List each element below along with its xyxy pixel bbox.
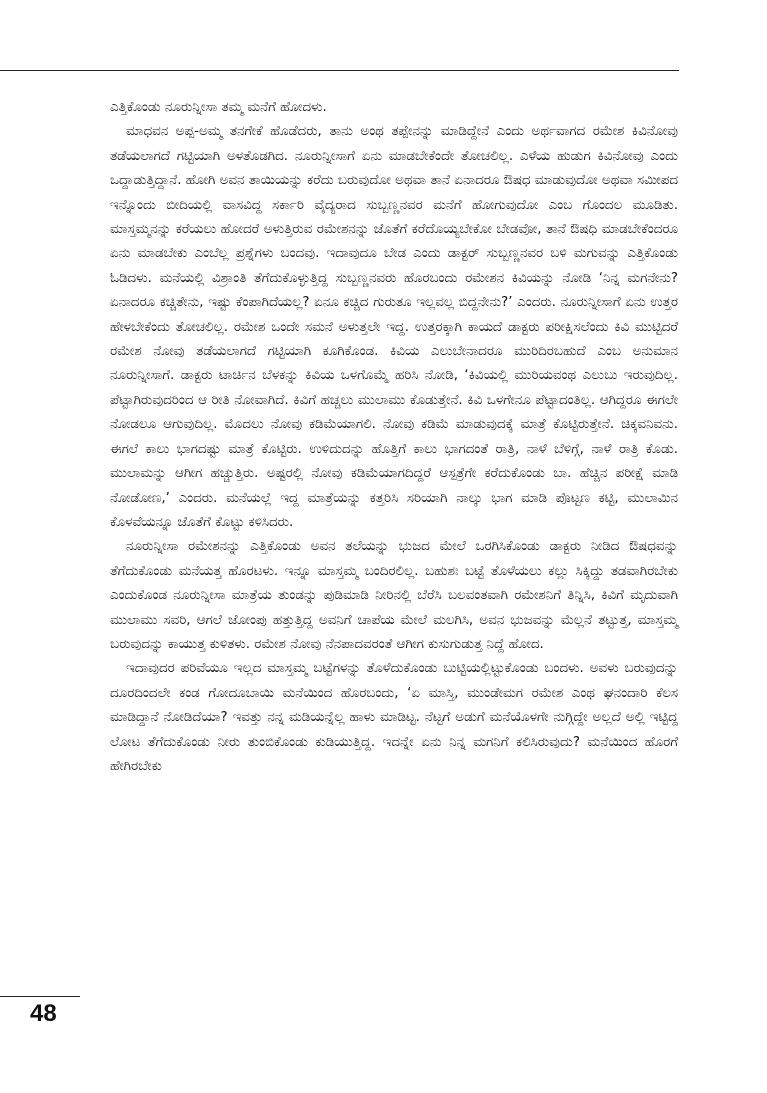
paragraph-1: ಎತ್ತಿಕೊಂಡು ನೂರುನ್ನೀಸಾ ತಮ್ಮ ಮನೆಗೆ ಹೋದಳು.	[110, 100, 327, 115]
paragraph-2: ಮಾಧವನ ಅಪ್ಪ-ಅಮ್ಮ ತನಗೇಕೆ ಹೊಡೆದರು, ತಾನು ಅಂಥ ತಪ್ಪೇನನ್ನು ಮಾಡಿದ್ದೇನೆ ಎಂದು ಅರ್ಥವಾಗದ ರಮೇಶ ಕಿವಿನೋವು ತಡೆಯಲಾಗದೆ ಗಟ್ಟಿಯಾಗಿ ಅಳತೊಡಗಿದ. ನೂರುನ್ನೀಸಾಗೆ ಏನು ಮಾಡಬೇಕೆಂದೇ ತೋಚಲಿಲ್ಲ. ಎಳೆಯ ಹುಡುಗ ಕಿವಿನೋವು ಎಂದು ಒದ್ದಾಡುತ್ತಿದ್ದಾನೆ. ಹೋಗಿ ಅವನ ತಾಯಿಯನ್ನು ಕರೆದು ಬರುವುದೋ ಅಥವಾ ತಾನೆ ಏನಾದರೂ ಔಷಧ ಮಾಡುವುದೋ ಅಥವಾ ಸಮೀಪದ ಇನ್ನೊಂದು ಬೀದಿಯಲ್ಲಿ ವಾಸವಿದ್ದ ಸರ್ಕಾರಿ ವೈದ್ಯರಾದ ಸುಬ್ಬಣ್ಣನವರ ಮನೆಗೆ ಹೋಗುವುದೋ ಎಂಬ ಗೊಂದಲ ಮೂಡಿತು. ಮಾಸ್ತಮ್ಮನನ್ನು ಕರೆಯಲು ಹೋದರೆ ಅಳುತ್ತಿರುವ ರಮೇಶನನ್ನು ಜೊತೆಗೆ ಕರೆದೊಯ್ಯಬೇಕೋ ಬೇಡವೋ, ತಾನೆ ಔಷಧಿ ಮಾಡಬೇಕೆಂದರೂ ಏನು ಮಾಡಬೇಕು ಎಂಬೆಲ್ಲ ಪ್ರಶ್ನೆಗಳು ಬಂದವು. ಇದಾವುದೂ ಬೇಡ ಎಂದು ಡಾಕ್ಟರ್ ಸುಬ್ಬಣ್ಣನವರ ಬಳಿ ಮಗುವನ್ನು ಎತ್ತಿಕೊಂಡು ಓಡಿದಳು. ಮನೆಯಲ್ಲಿ ವಿಶ್ರಾಂತಿ ತೆಗೆದುಕೊಳ್ಳುತ್ತಿದ್ದ ಸುಬ್ಬಣ್ಣನವರು ಹೊರಬಂದು ರಮೇಶನ ಕಿವಿಯನ್ನು ನೋಡಿ ‘ನಿನ್ನ ಮಗನೇನು? ಏನಾದರೂ ಕಚ್ಚಿತೇನು, ಇಷ್ಟು ಕೆಂಪಾಗಿದೆಯಲ್ಲ? ಏನೂ ಕಚ್ಚಿದ ಗುರುತೂ ಇಲ್ಲವಲ್ಲ ಬಿದ್ದನೇನು?’ ಎಂದರು. ನೂರುನ್ನೀಸಾಗೆ ಏನು ಉತ್ತರ ಹೇಳಬೇಕೆಂದು ತೋಚಲಿಲ್ಲ. ರಮೇಶ ಒಂದೇ ಸಮನೆ ಅಳುತ್ತಲೇ ಇದ್ದ. ಉತ್ತರಕ್ಕಾಗಿ ಕಾಯದೆ ಡಾಕ್ಟರು ಪರೀಕ್ಷಿಸಲೆಂದು ಕಿವಿ ಮುಟ್ಟಿದರೆ ರಮೇಶ ನೋವು ತಡೆಯಲಾಗದೆ ಗಟ್ಟಿಯಾಗಿ ಕೂಗಿಕೊಂಡ. ಕಿವಿಯ ಎಲುಬೇನಾದರೂ ಮುರಿದಿರಬಹುದೆ ಎಂಬ ಅನುಮಾನ ನೂರುನ್ನೀಸಾಗೆ. ಡಾಕ್ಟರು ಟಾರ್ಚಿನ ಬೆಳಕನ್ನು ಕಿವಿಯ ಒಳಗೊಮ್ಮೆ ಹರಿಸಿ ನೋಡಿ, ‘ಕಿವಿಯಲ್ಲಿ ಮುರಿಯವಂಥ ಎಲುಬು ಇರುವುದಿಲ್ಲ. ಪೆಟ್ಟಾಗಿರುವುದರಿಂದ ಆ ರೀತಿ ನೋವಾಗಿದೆ. ಕಿವಿಗೆ ಹಚ್ಚಲು ಮುಲಾಮು ಕೊಡುತ್ತೇನೆ. ಕಿವಿ ಒಳಗೇನೂ ಪೆಟ್ಟಾದಂತಿಲ್ಲ. ಆಗಿದ್ದರೂ ಈಗಲೇ ನೋಡಲೂ ಆಗುವುದಿಲ್ಲ. ಮೊದಲು ನೋವು ಕಡಿಮೆಯಾಗಲಿ. ನೋವು ಕಡಿಮೆ ಮಾಡುವುದಕ್ಕೆ ಮಾತ್ರೆ ಕೊಟ್ಟಿರುತ್ತೇನೆ. ಚಿಕ್ಕವನಿವನು. ಈಗಲೆ ಕಾಲು ಭಾಗದಷ್ಟು ಮಾತ್ರೆ ಕೊಟ್ಟಿರು. ಉಳಿದುದನ್ನು ಹೊತ್ತಿಗೆ ಕಾಲು ಭಾಗದಂತೆ ರಾತ್ರಿ, ನಾಳೆ ಬೆಳಿಗ್ಗೆ, ನಾಳೆ ರಾತ್ರಿ ಕೊಡು. ಮುಲಾಮನ್ನು ಆಗೀಗ ಹಚ್ಚುತ್ತಿರು. ಅಷ್ಟರಲ್ಲಿ ನೋವು ಕಡಿಮೆಯಾಗದಿದ್ದರೆ ಆಸ್ಪತ್ರೆಗೇ ಕರೆದುಕೊಂಡು ಬಾ. ಹೆಚ್ಚಿನ ಪರೀಕ್ಷೆ ಮಾಡಿ ನೋಡೋಣ,’ ಎಂದರು. ಮನೆಯಲ್ಲೆ ಇದ್ದ ಮಾತ್ರೆಯನ್ನು ಕತ್ತರಿಸಿ ಸರಿಯಾಗಿ ನಾಲ್ಕು ಭಾಗ ಮಾಡಿ ಪೊಟ್ಟಣ ಕಟ್ಟಿ, ಮುಲಾಮಿನ ಕೊಳವೆಯನ್ನೂ ಜೊತೆಗೆ ಕೊಟ್ಟು ಕಳಿಸಿದರು.	[110, 124, 678, 530]
footer-rule	[0, 996, 80, 997]
paragraph-3: ನೂರುನ್ನೀಸಾ ರಮೇಶನನ್ನು ಎತ್ತಿಕೊಂಡು ಅವನ ತಲೆಯನ್ನು ಭುಜದ ಮೇಲೆ ಒರಗಿಸಿಕೊಂಡು ಡಾಕ್ಟರು ನೀಡಿದ ಔಷಧವನ್ನು ತೆಗೆದುಕೊಂಡು ಮನೆಯತ್ತ ಹೊರಟಳು. ಇನ್ನೂ ಮಾಸ್ತಮ್ಮ ಬಂದಿರಲಿಲ್ಲ. ಬಹುಶಃ ಬಟ್ಟೆ ತೊಳೆಯಲು ಕಲ್ಲು ಸಿಕ್ಕಿದ್ದು ತಡವಾಗಿರಬೇಕು ಎಂದುಕೊಂಡ ನೂರುನ್ನೀಸಾ ಮಾತ್ರೆಯ ತುಂಡನ್ನು ಪುಡಿಮಾಡಿ ನೀರಿನಲ್ಲಿ ಬೆರೆಸಿ ಬಲವಂತವಾಗಿ ರಮೇಶನಿಗೆ ತಿನ್ನಿಸಿ, ಕಿವಿಗೆ ಮೃದುವಾಗಿ ಮುಲಾಮು ಸವರಿ, ಆಗಲೆ ಜೋಂಪು ಹತ್ತುತ್ತಿದ್ದ ಅವನಿಗೆ ಚಾಪೆಯ ಮೇಲೆ ಮಲಗಿಸಿ, ಅವನ ಭುಜವನ್ನು ಮೆಲ್ಲನೆ ತಟ್ಟುತ್ತ, ಮಾಸ್ತಮ್ಮ ಬರುವುದನ್ನು ಕಾಯುತ್ತ ಕುಳಿತಳು. ರಮೇಶ ನೋವು ನೆನಪಾದವರಂತೆ ಆಗೀಗ ಕುಸುಗುಡುತ್ತ ನಿದ್ದೆ ಹೋದ.	[110, 539, 678, 652]
body-text	[110, 96, 678, 779]
paragraph-4: ಇದಾವುದರ ಪರಿವೆಯೂ ಇಲ್ಲದ ಮಾಸ್ತಮ್ಮ ಬಟ್ಟೆಗಳನ್ನು ತೊಳೆದುಕೊಂಡು ಬುಟ್ಟಿಯಲ್ಲಿಟ್ಟುಕೊಂಡು ಬಂದಳು. ಅವಳು ಬರುವುದನ್ನು ದೂರದಿಂದಲೇ ಕಂಡ ಗೋದೂಬಾಯಿ ಮನೆಯಿಂದ ಹೊರಬಂದು, ‘ಏ ಮಾಸ್ತಿ, ಮುಂಡೇಮಗ ರಮೇಶ ಎಂಥ ಘನಂದಾರಿ ಕೆಲಸ ಮಾಡಿದ್ದಾನೆ ನೋಡಿದೆಯಾ? ಇವತ್ತು ನನ್ನ ಮಡಿಯನ್ನೆಲ್ಲ ಹಾಳು ಮಾಡಿಟ್ಟ. ನೆಟ್ಟಗೆ ಅಡುಗೆ ಮನೆಯೊಳಗೇ ನುಗ್ಗಿದ್ದೇ ಅಲ್ಲದೆ ಅಲ್ಲಿ ಇಟ್ಟಿದ್ದ ಲೋಟ ತೆಗೆದುಕೊಂಡು ನೀರು ತುಂಬಿಕೊಂಡು ಕುಡಿಯುತ್ತಿದ್ದ. ಇದನ್ನೇ ಏನು ನಿನ್ನ ಮಗನಿಗೆ ಕಲಿಸಿರುವುದು? ಮನೆಯಿಂದ ಹೊರಗೆ ಹೇಗಿರಬೇಕು	[110, 661, 678, 774]
page-number: 48	[30, 1000, 57, 1027]
top-rule	[0, 70, 679, 71]
